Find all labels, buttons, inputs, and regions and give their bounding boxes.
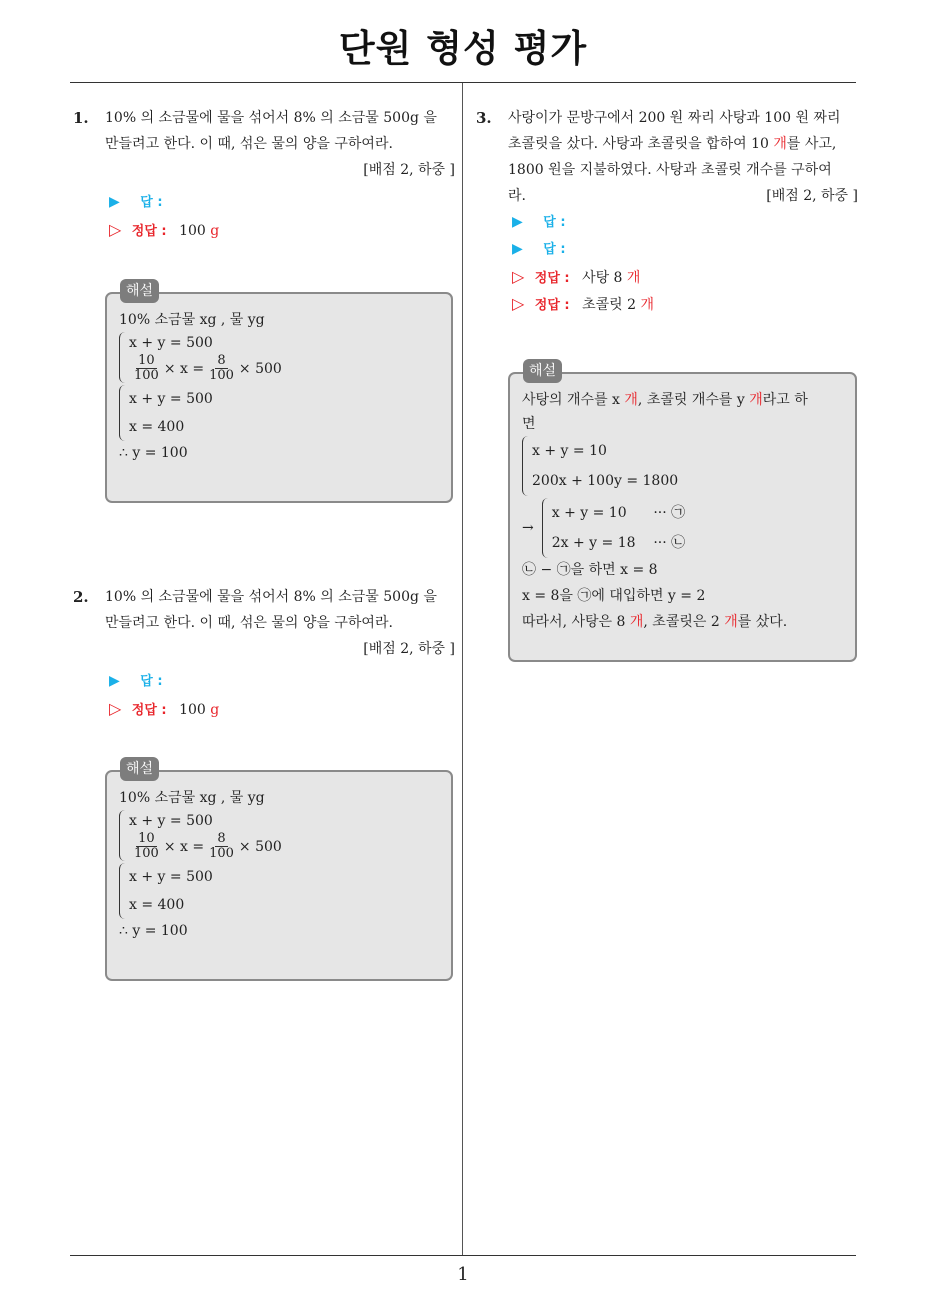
solution-line: x = 8을 ㉠에 대입하면 y = 2	[522, 588, 706, 604]
solution-conclusion: ∴ y = 100	[119, 445, 188, 461]
problem-number: 3.	[476, 109, 492, 127]
fraction-denominator: 100	[209, 846, 234, 861]
correct-value: 100	[179, 702, 206, 718]
play-arrow-icon: ▶	[512, 241, 523, 257]
header-rule	[70, 82, 856, 83]
fraction-denominator: 100	[134, 368, 159, 383]
solution-conclusion	[522, 610, 843, 634]
solution-line: ㉡ − ㉠을 하면 x = 8	[522, 562, 658, 578]
correct-unit: 개	[640, 297, 654, 313]
fraction-denominator: 100	[209, 368, 234, 383]
brace	[119, 810, 125, 861]
brace	[119, 332, 125, 383]
solution-tag: 해설	[120, 757, 159, 781]
correct-answer-row	[508, 263, 858, 290]
equation-system	[119, 810, 439, 861]
page-number: 1	[457, 1264, 469, 1285]
text-fragment: , 초콜릿 개수를 y	[637, 392, 750, 408]
equation: x + y = 500	[129, 869, 213, 885]
outline-arrow-icon: ▷	[512, 267, 525, 286]
unit-highlight: 개	[749, 392, 763, 408]
equation-fraction	[129, 354, 282, 383]
problem-2	[73, 584, 455, 722]
solution-tag: 해설	[523, 359, 562, 383]
equation: x + y = 10 ··· ㉠	[551, 505, 686, 521]
equation: x + y = 500	[129, 813, 213, 829]
equation-system-row	[522, 498, 843, 558]
text-fragment: 초콜릿을 샀다. 사탕과 초콜릿을 합하여 10	[508, 136, 774, 152]
fraction-numerator: 10	[138, 353, 155, 368]
solution-line: 10% 소금물 xg , 물 yg	[119, 790, 265, 806]
equation-system	[542, 498, 685, 558]
problem-text-line: 사랑이가 문방구에서 200 원 짜리 사탕과 100 원 짜리	[508, 110, 841, 126]
brace	[119, 863, 125, 919]
correct-label: 정답 :	[131, 224, 167, 239]
solution-line	[522, 388, 843, 412]
problem-number: 1.	[73, 109, 89, 127]
unit-highlight: 개	[624, 392, 638, 408]
play-arrow-icon: ▶	[109, 673, 120, 689]
correct-label: 정답 :	[131, 703, 167, 718]
fraction-denominator: 100	[134, 846, 159, 861]
outline-arrow-icon: ▷	[109, 220, 122, 239]
equation: x = 400	[129, 897, 185, 913]
fraction-numerator: 8	[217, 353, 226, 368]
equation-system	[119, 863, 439, 919]
answer-label: 답 :	[543, 215, 566, 230]
correct-unit: g	[210, 223, 220, 239]
problem-text-line: 만들려고 한다. 이 때, 섞은 물의 양을 구하여라.	[105, 615, 393, 631]
correct-value: 사탕 8	[582, 270, 623, 286]
equation-system	[522, 436, 843, 496]
answer-input-row[interactable]	[105, 668, 455, 695]
unit-highlight: 개	[724, 614, 738, 630]
equation-system	[119, 385, 439, 441]
equation-system	[119, 332, 439, 383]
footer-rule	[70, 1255, 856, 1256]
answer-label: 답 :	[543, 242, 566, 257]
points-label: [배점 2, 하중 ]	[766, 188, 858, 204]
correct-value: 초콜릿 2	[582, 297, 636, 313]
problem-text-line: 10% 의 소금물에 물을 섞어서 8% 의 소금물 500g 을	[105, 110, 437, 126]
equation: x + y = 10	[532, 443, 607, 459]
solution-line: 면	[522, 416, 536, 432]
play-arrow-icon: ▶	[512, 214, 523, 230]
unit-highlight: 개	[773, 136, 787, 152]
solution-tag: 해설	[120, 279, 159, 303]
answer-label: 답 :	[140, 195, 163, 210]
equation: x + y = 500	[129, 335, 213, 351]
answer-input-row[interactable]	[105, 189, 455, 216]
points-label: [배점 2, 하중 ]	[363, 162, 455, 178]
answer-input-row[interactable]	[508, 209, 858, 236]
correct-answer-row	[508, 290, 858, 317]
brace	[542, 498, 548, 558]
play-arrow-icon: ▶	[109, 194, 120, 210]
problem-text-line: 1800 원을 지불하였다. 사탕과 초콜릿 개수를 구하여	[508, 162, 832, 178]
equation-end: × 500	[238, 360, 282, 377]
equation-end: × 500	[238, 838, 282, 855]
problem-text-line	[508, 131, 858, 157]
answer-input-row[interactable]	[508, 236, 858, 263]
correct-value: 100	[179, 223, 206, 239]
text-fragment: 라고 하	[762, 392, 808, 408]
text-fragment: 를 사고,	[786, 136, 837, 152]
equation-mid: × x =	[163, 360, 205, 377]
solution-line: 10% 소금물 xg , 물 yg	[119, 312, 265, 328]
solution-box-2	[105, 761, 453, 981]
solution-conclusion: ∴ y = 100	[119, 923, 188, 939]
correct-answer-row	[105, 695, 455, 722]
correct-label: 정답 :	[534, 298, 570, 313]
solution-box-3	[508, 363, 857, 662]
page-title: 단원 형성 평가	[338, 27, 588, 70]
brace	[119, 385, 125, 441]
problem-text-line: 만들려고 한다. 이 때, 섞은 물의 양을 구하여라.	[105, 136, 393, 152]
correct-unit: 개	[626, 270, 641, 286]
brace	[522, 436, 528, 496]
text-fragment: 따라서, 사탕은 8	[522, 614, 630, 630]
points-label: [배점 2, 하중 ]	[363, 641, 455, 657]
problem-text-line: 라.	[508, 188, 526, 204]
outline-arrow-icon: ▷	[512, 294, 525, 313]
correct-unit: g	[210, 702, 220, 718]
arrow-icon: →	[522, 520, 534, 536]
answer-label: 답 :	[140, 674, 163, 689]
solution-box-1	[105, 283, 453, 503]
column-divider	[462, 83, 463, 1255]
equation: 200x + 100y = 1800	[532, 473, 679, 489]
text-fragment: , 초콜릿은 2	[643, 614, 725, 630]
outline-arrow-icon: ▷	[109, 699, 122, 718]
equation-fraction	[129, 832, 282, 861]
equation-mid: × x =	[163, 838, 205, 855]
problem-number: 2.	[73, 588, 89, 606]
problem-text-line: 10% 의 소금물에 물을 섞어서 8% 의 소금물 500g 을	[105, 589, 437, 605]
equation: 2x + y = 18 ··· ㉡	[551, 535, 686, 551]
fraction-numerator: 10	[138, 831, 155, 846]
problem-1	[73, 105, 455, 243]
text-fragment: 사탕의 개수를 x	[522, 392, 625, 408]
equation: x = 400	[129, 419, 185, 435]
fraction-numerator: 8	[217, 831, 226, 846]
equation: x + y = 500	[129, 391, 213, 407]
problem-3	[476, 105, 858, 317]
text-fragment: 를 샀다.	[737, 614, 788, 630]
correct-answer-row	[105, 216, 455, 243]
unit-highlight: 개	[629, 614, 644, 630]
correct-label: 정답 :	[534, 271, 570, 286]
